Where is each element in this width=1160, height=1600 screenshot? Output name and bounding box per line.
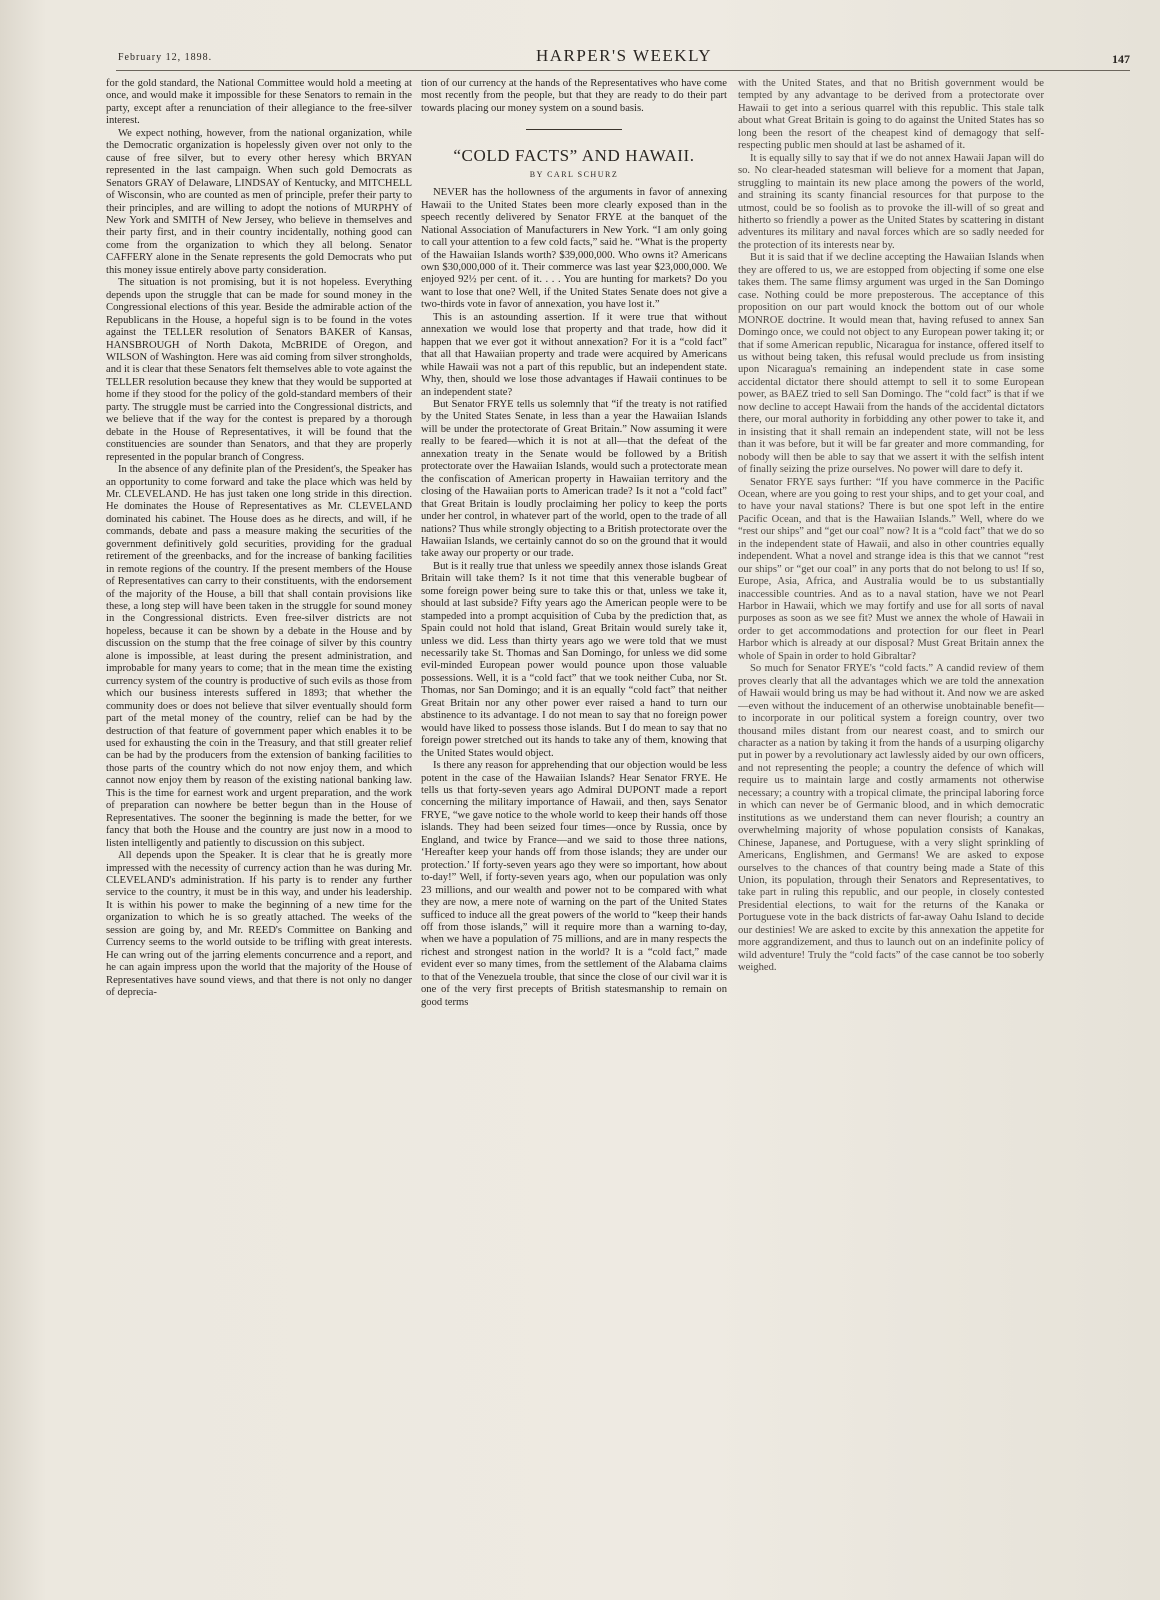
article-byline: BY CARL SCHURZ bbox=[529, 169, 619, 179]
header-rule bbox=[116, 70, 1130, 71]
page-number: 147 bbox=[1112, 52, 1130, 66]
editorial-paragraph: tion of our currency at the hands of the Representatives who have come most recently from the people, but that they are ready to do their part towards placing our money system on a sound basis. bbox=[421, 78, 727, 114]
article-paragraph: But is it really true that unless we speedily annex those islands Great Britain will take them? Is it not time that this venerable bugbear of some foreign power being sure to take this or that, unless we take it, should at last subside? Fifty years ago the American people were to be stampeded into a prompt acquisition of Cuba by the prediction that, as Spain could not hold that island, Great Britain would surely take it, unless we did. Less than thirty years ago we were told that we must necessarily take St. Thomas and San Domingo, for unless we did some evil-minded European power would pounce upon those valuable possessions. Well, it is a “cold fact” that we took neither Cuba, nor St. Thomas, nor San Domingo; and it is an equally “cold fact” that neither Great Britain nor any other power ever raised a hand to turn our abstinence to its advantage. I do not mean to say that no foreign power would have liked to possess those islands. But I do mean to say that no foreign power stretched out its hands to take any of them, knowing that the United States would object. bbox=[421, 560, 727, 759]
article-paragraph: Senator FRYE says further: “If you have commerce in the Pacific Ocean, where are you going to rest your ships, and to get your coal, and to have your naval stations? There is but one spot left in the entire Pacific Ocean, and that is the Hawaiian Islands.” Well, where do we “rest our ships” and “get our coal” now? It is a “cold fact” that we do so in the independent state of Hawaii, and also in other countries equally independent. What a novel and strange idea is this that we cannot “rest our ships” or “get our coal” in any ports that do not belong to us! If so, Europe, Asia, Africa, and Australia would be to us substantially inaccessible countries. And as to a naval station, have we not Pearl Harbor in Hawaii, which we may fortify and use for all sorts of naval purposes as soon as we see fit? Must we annex the whole of Hawaii in order to get accommodations and protection for our fleet in Pearl Harbor which is already at our disposal? Must Great Britain annex the whole of Spain in order to hold Gibraltar? bbox=[738, 476, 1044, 662]
running-head bbox=[118, 46, 1130, 68]
issue-date: February 12, 1898. bbox=[118, 52, 213, 63]
publication-title: HARPER'S WEEKLY bbox=[535, 46, 713, 65]
article-paragraph: with the United States, and that no British government would be tempted by any advantage to be derived from a protectorate over Hawaii to get into a serious quarrel with this republic. This stale talk about what Great Britain is going to do against the United States has so long been the resort of the cheapest kind of demagogy that self-respecting public men should at last be ashamed of it. bbox=[738, 78, 1044, 152]
column-left bbox=[106, 78, 412, 1000]
editorial-paragraph: for the gold standard, the National Committee would hold a meeting at once, and would make it impossible for these Senators to remain in the party, except after a renunciation of their allegiance to the free-silver interest. bbox=[106, 78, 412, 127]
editorial-paragraph: All depends upon the Speaker. It is clear that he is greatly more impressed with the necessity of currency action than he was during Mr. CLEVELAND's administration. If his party is to render any further service to the country, it must be in this way, and under his leadership. It is within his power to make the beginning of a new time for the organization to which he is so greatly attached. The weeks of the session are going by, and Mr. REED's Committee on Banking and Currency seems to the world outside to be trifling with great interests. He can wring out of the jarring elements concurrence and a report, and he can again impress upon the world that the majority of the House of Representatives have sound views, and that there is not only no danger of deprecia- bbox=[106, 850, 412, 999]
section-divider bbox=[526, 129, 622, 130]
column-middle bbox=[421, 78, 727, 1009]
article-paragraph: NEVER has the hollowness of the arguments in favor of annexing Hawaii to the United States been more clearly exposed than in the speech recently delivered by Senator FRYE at the banquet of the National Association of Manufacturers in New York. “I am only going to call your attention to a few cold facts,” said he. “What is the property of the Hawaiian Islands worth? $39,000,000. Who owns it? Americans own $30,000,000 of it. Their commerce was last year $23,000,000. We enjoyed 92½ per cent. of it. . . . You are hunting for markets? Do you want to lose that one? Well, if the United States Senate does not give a two-thirds vote in favor of annexation, you have lost it.” bbox=[421, 187, 727, 311]
article-paragraph: But it is said that if we decline accepting the Hawaiian Islands when they are offered to us, we are estopped from objecting if some one else takes them. The same flimsy argument was urged in the San Domingo case. Nothing could be more preposterous. The acceptance of this proposition on our part would knock the bottom out of our whole MONROE doctrine. It would mean that, having refused to annex San Domingo once, we could not object to any European power taking it; or that if some American republic, Nicaragua for instance, offered itself to us without being taken, this refusal would preclude us from insisting upon Nicaragua's remaining an independent state in case some accidental dictator there should attempt to sell it to some European power, as BAEZ tried to sell San Domingo. The “cold fact” is that if we now decline to accept Hawaii from the hands of the accidental dictators there, our moral authority in forbidding any other power to take it, and in insisting that it shall remain an independent state, will not be less than it was before, but it will be far greater and more commanding, for nobody will then be able to say that we assert it with the selfish intent of finally seizing the prize ourselves. No power will dare to defy it. bbox=[738, 252, 1044, 476]
editorial-paragraph: We expect nothing, however, from the national organization, while the Democratic organization is hopelessly given over not only to the cause of free silver, but to every other heresy which BRYAN represented in the last campaign. When such gold Democrats as Senators GRAY of Delaware, LINDSAY of Kentucky, and MITCHELL of Wisconsin, who are counted as men of principle, prefer their party to their principles, and are willing to adopt the notions of MURPHY of New York and SMITH of New Jersey, who believe in themselves and their party first, and in their country incidentally, nothing good can come from the organization to which they all belong. Senator CAFFERY alone in the Senate represents the gold Democrats who put this money issue entirely above party consideration. bbox=[106, 127, 412, 276]
article-paragraph: Is there any reason for apprehending that our objection would be less potent in the case of the Hawaiian Islands? Hear Senator FRYE. He tells us that forty-seven years ago Admiral DUPONT made a report concerning the military importance of Hawaii, and then, says Senator FRYE, “we gave notice to the whole world to keep their hands off those islands. They had been seized four times—once by Russia, once by England, and twice by France—and we said to those three nations, ‘Hereafter keep your hands off from those islands; they are under our protection.’ If forty-seven years ago they were so important, how about to-day!” Well, if forty-seven years ago, when our population was only 23 millions, and our wealth and power not to be compared with what they are now, a mere note of warning on the part of the United States sufficed to induce all the great powers of the world to “keep their hands off from those islands,” will it require more than a warning to-day, when we have a population of 75 millions, and are in many respects the richest and strongest nation in the world? It is a “cold fact,” made evident ever so many times, from the settlement of the Alabama claims to that of the Venezuela trouble, that since the close of our civil war it is one of the very first precepts of British statesmanship to remain on good terms bbox=[421, 760, 727, 1008]
article-paragraph: This is an astounding assertion. If it were true that without annexation we would lose that property and that trade, how did it happen that we ever got it without annexation? For it is a “cold fact” that all that Hawaiian property and trade were acquired by Americans while Hawaii was not a part of this republic, but an independent state. Why, then, should we lose those advantages if Hawaii continues to be an independent state? bbox=[421, 311, 727, 398]
article-paragraph: But Senator FRYE tells us solemnly that “if the treaty is not ratified by the United States Senate, in less than a year the Hawaiian Islands will be under the protectorate of Great Britain.” Now assuming it were really to be feared—which it is not at all—that the defeat of the annexation treaty in the Senate would be followed by a British protectorate over the Hawaiian Islands, would such a protectorate mean the confiscation of American property in Hawaiian territory and the closing of the Hawaiian ports to American trade? Is it not a “cold fact” that Great Britain is loudly proclaiming her policy to keep the ports under her control, in whatever part of the world, open to the trade of all nations? Thus while strongly objecting to a British protectorate over the Hawaiian Islands, we certainly cannot do so on the ground that it would take away our property or our trade. bbox=[421, 398, 727, 560]
article-paragraph: It is equally silly to say that if we do not annex Hawaii Japan will do so. No clear-headed statesman will believe for a moment that Japan, struggling to maintain its new place among the powers of the world, and straining its scanty financial resources for that purpose to the utmost, could be so foolish as to provoke the ill-will of so great and hitherto so friendly a power as the United States by scattering in distant adventures its military and naval forces which are so sadly needed for the protection of its interests near by. bbox=[738, 152, 1044, 251]
article-paragraph: So much for Senator FRYE's “cold facts.” A candid review of them proves clearly that all the advantages which we are told the annexation of Hawaii would bring us may be had without it. And now we are asked—even without the inducement of an otherwise unobtainable benefit—to incorporate in our political system a foreign country, over two thousand miles distant from our nearest coast, and to smirch our character as a nation by taking it from the hands of a usurping oligarchy put in power by a revolutionary act lawlessly aided by our own officers, and not representing the people; a country the defence of which will require us to maintain large and costly armaments not otherwise necessary; a country with a tropical climate, the principal laboring force in which can never be of Germanic blood, and in which democratic institutions as we understand them can never flourish; a country an overwhelming majority of whose population consists of Kanakas, Chinese, Japanese, and Portuguese, with a very slight sprinkling of Americans, Englishmen, and Germans! We are asked to expose ourselves to the chances of that country being made a State of this Union, its population, through their Senators and Representatives, to take part in ruling this republic, and our people, in closely contested Presidential elections, to wait for the returns of the Kanaka or Portuguese vote in the back districts of far-away Oahu Island to decide our destinies! We are asked to excite by this annexation the appetite for more aggrandizement, and thus to launch out on an indefinite policy of wild adventure! Truly the “cold facts” of the case cannot be too soberly weighed. bbox=[738, 663, 1044, 974]
editorial-paragraph: In the absence of any definite plan of the President's, the Speaker has an opportunity to come forward and take the place which was held by Mr. CLEVELAND. He has just taken one long stride in this direction. He dominates the House of Representatives as Mr. CLEVELAND dominated his cabinet. The House does as he directs, and will, if he commands, debate and pass a measure making the securities of the government definitively gold securities, providing for the gradual retirement of the greenbacks, and for the increase of banking facilities in remote regions of the country. If the present members of the House of Representatives can carry to their constituents, with the endorsement of the majority of the House, a bill that shall contain provisions like these, a long step will have been taken in the struggle for sound money in the Congressional districts. Even free-silver districts are not hopeless, because it can be shown by a debate in the House and by discussion on the stump that the free coinage of silver by this country alone is impossible, at least during the present administration, and improbable for many years to come; that in the mean time the existing currency system of the country is productive of such evils as those from which our business interests suffered in 1893; that whether the community does or does not believe that silver eventually should form part of the metal money of the country, relief can be had by the destruction of that feature of government paper which enables it to be used for exhausting the coin in the Treasury, and that still greater relief can be had by the producers from the extension of banking facilities to those parts of the country which do not now enjoy them, and which cannot now enjoy them by reason of the existing national banking law. This is the time for earnest work and urgent preparation, and the work of preparation can nowhere be better begun than in the House of Representatives. The sooner the beginning is made the better, for we fancy that both the House and the country are just now in a mood to listen intelligently and patiently to discussion on this subject. bbox=[106, 464, 412, 849]
article-title: “COLD FACTS” AND HAWAII. bbox=[453, 146, 695, 166]
editorial-paragraph: The situation is not promising, but it is not hopeless. Everything depends upon the struggle that can be made for sound money in the Congressional elections of this year. Beside the admirable action of the Republicans in the House, a hopeful sign is to be found in the votes against the TELLER resolution of Senators BAKER of Kansas, HANSBROUGH of North Dakota, McBRIDE of Oregon, and WILSON of Washington. Here was aid coming from silver strongholds, and it is clear that these Senators felt themselves able to vote against the TELLER resolution because they knew that they would be supported at home if they stood for the policy of the gold-standard members of their party. The struggle must be carried into the Congressional districts, and we believe that if the way for the contest is prepared by a thorough debate in the House of Representatives, it will be found that the constituencies are sounder than Senators, and that they are properly represented in the popular branch of Congress. bbox=[106, 277, 412, 463]
column-right bbox=[738, 78, 1044, 975]
